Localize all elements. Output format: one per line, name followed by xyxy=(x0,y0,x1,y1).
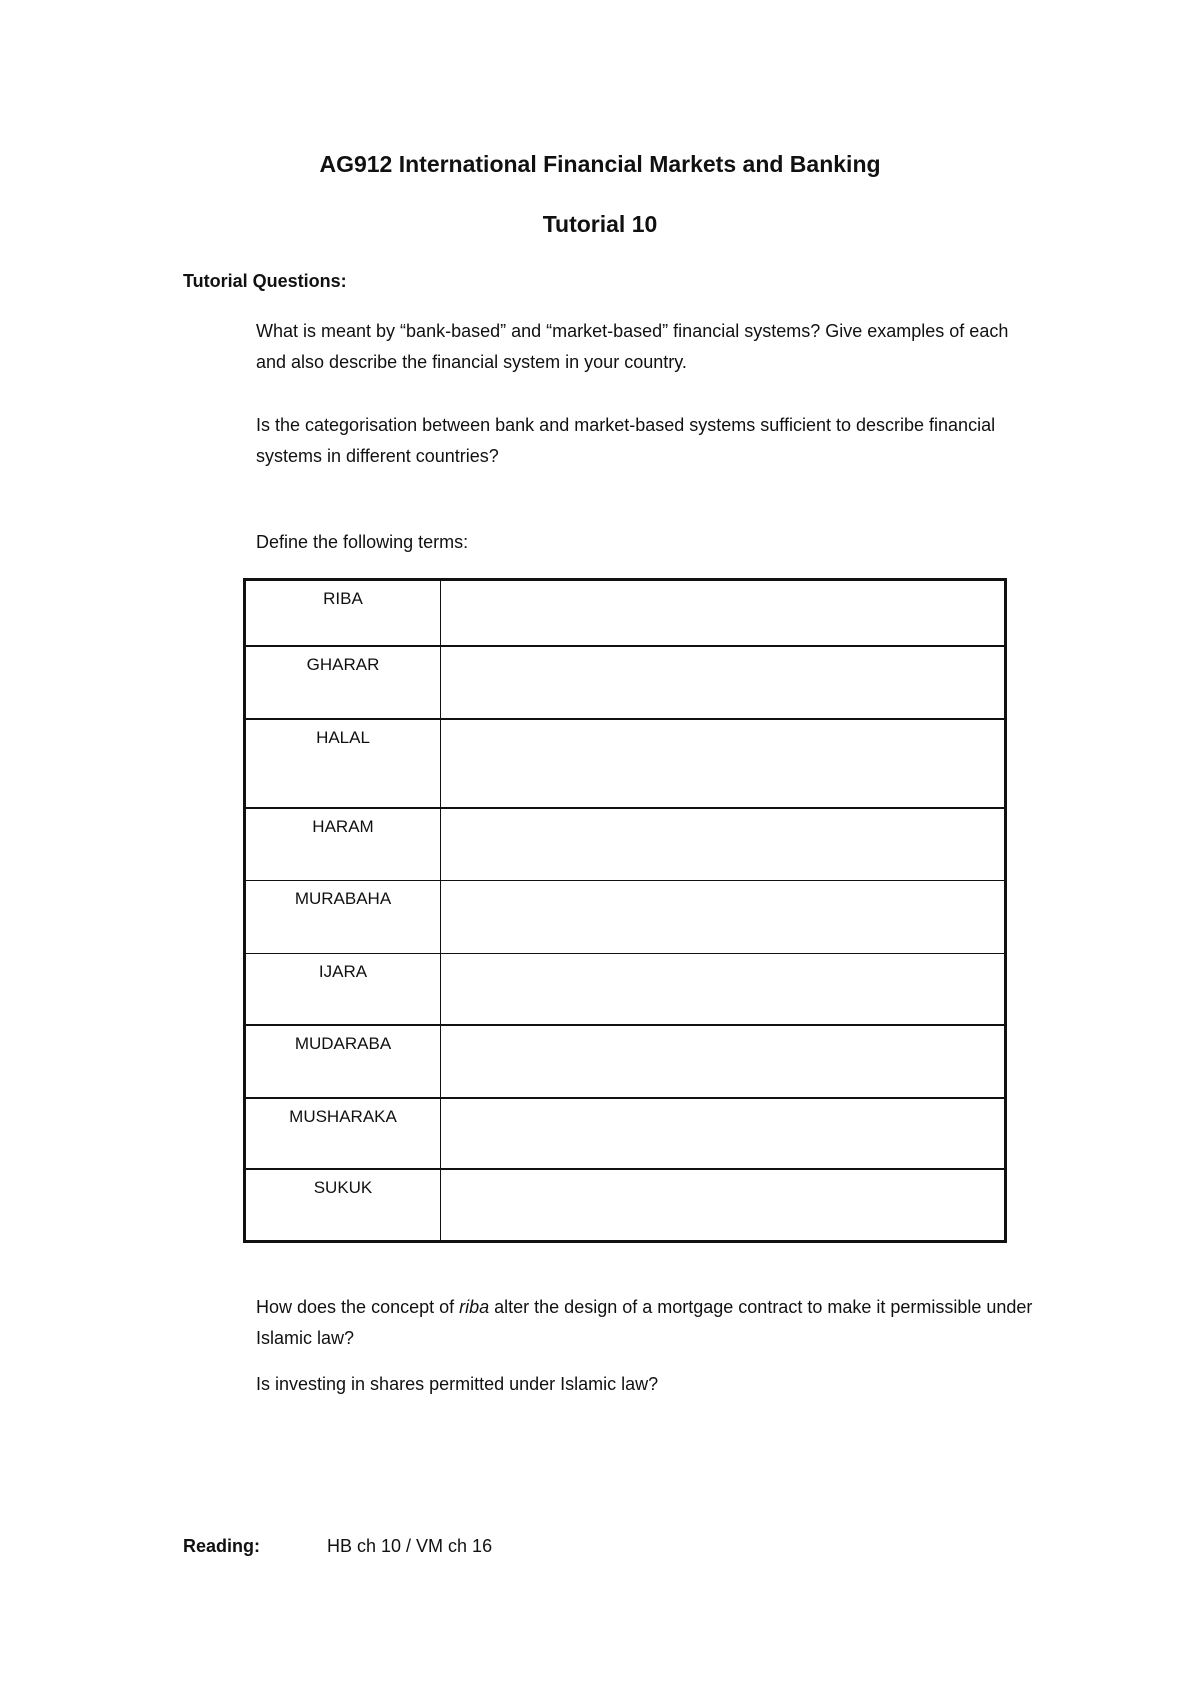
term-cell: GHARAR xyxy=(245,646,441,719)
table-row xyxy=(245,954,1006,1025)
term-cell: MURABAHA xyxy=(245,881,441,954)
table-row xyxy=(245,808,1006,881)
table-row xyxy=(245,646,1006,719)
question-riba-before: How does the concept of xyxy=(256,1297,460,1317)
terms-table xyxy=(243,578,1007,1243)
reading-label: Reading: xyxy=(183,1536,261,1556)
table-row xyxy=(245,719,1006,808)
term-cell: RIBA xyxy=(245,580,441,646)
term-cell: MUDARABA xyxy=(245,1025,441,1098)
reading-references: HB ch 10 / VM ch 16 xyxy=(327,1536,493,1556)
definition-cell[interactable] xyxy=(441,580,1006,646)
definition-cell[interactable] xyxy=(441,1098,1006,1169)
table-row xyxy=(245,1025,1006,1098)
definition-cell[interactable] xyxy=(441,719,1006,808)
definition-cell[interactable] xyxy=(441,1025,1006,1098)
term-cell: IJARA xyxy=(245,954,441,1025)
table-row xyxy=(245,1169,1006,1242)
document-title: AG912 International Financial Markets and Banking xyxy=(319,151,881,177)
term-cell: MUSHARAKA xyxy=(245,1098,441,1169)
table-row xyxy=(245,580,1006,646)
definition-cell[interactable] xyxy=(441,954,1006,1025)
definition-cell[interactable] xyxy=(441,808,1006,881)
section-heading: Tutorial Questions: xyxy=(183,271,347,291)
question-riba-mortgage xyxy=(256,1292,1036,1354)
riba-italic: riba xyxy=(459,1297,490,1317)
question-riba-after: alter the design of a mortgage contract to make it permissible under Islamic law? xyxy=(256,1297,1033,1348)
question-shares: Is investing in shares permitted under Islamic law? xyxy=(256,1374,659,1394)
question-categorisation: Is the categorisation between bank and market-based systems sufficient to describe financial systems in different countries? xyxy=(256,415,996,466)
question-bank-market-based: What is meant by “bank-based” and “market-based” financial systems? Give examples of each and also describe the financial system in your country. xyxy=(256,321,1009,372)
table-row xyxy=(245,881,1006,954)
definition-cell[interactable] xyxy=(441,646,1006,719)
term-cell: HALAL xyxy=(245,719,441,808)
definition-cell[interactable] xyxy=(441,881,1006,954)
table-row xyxy=(245,1098,1006,1169)
definition-cell[interactable] xyxy=(441,1169,1006,1242)
tutorial-number: Tutorial 10 xyxy=(542,211,658,237)
term-cell: SUKUK xyxy=(245,1169,441,1242)
define-terms-prompt: Define the following terms: xyxy=(256,532,469,552)
term-cell: HARAM xyxy=(245,808,441,881)
